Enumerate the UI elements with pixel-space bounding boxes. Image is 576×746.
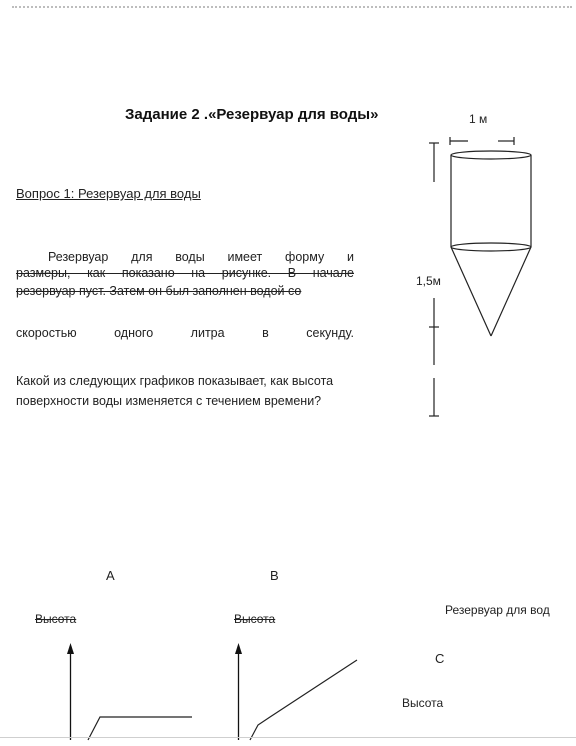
question-line-1: Какой из следующих графиков показывает, как высота <box>16 374 334 388</box>
graph-c-y-label: Высота <box>402 696 444 710</box>
question-line-2: поверхности воды изменяется с течением времени? <box>16 394 322 408</box>
task-title: Задание 2 .«Резервуар для воды» <box>125 106 379 123</box>
graph-a <box>67 643 192 740</box>
page-bottom-edge <box>0 737 576 738</box>
word: секунду. <box>306 326 354 340</box>
paragraph-line-3: резервуар пуст. Затем он был заполнен водой со <box>16 284 302 298</box>
word: Резервуар <box>48 250 109 264</box>
word: и <box>346 250 354 264</box>
paragraph-line-2: размеры, как показано на рисунке. В начале <box>16 266 354 280</box>
graph-b <box>235 643 357 740</box>
word: воды <box>175 250 205 264</box>
graph-b-letter: B <box>270 568 279 583</box>
graph-b-y-label: Высота <box>234 612 276 626</box>
question-title: Вопрос 1: Резервуар для воды <box>16 186 201 201</box>
graph-b-curve <box>250 660 357 740</box>
width-label: 1 м <box>469 112 488 126</box>
graph-a-letter: A <box>106 568 115 583</box>
word: одного <box>114 326 154 340</box>
word: в <box>262 326 269 340</box>
word: имеет <box>227 250 263 264</box>
word: литра <box>190 326 225 340</box>
graph-a-y-label: Высота <box>35 612 77 626</box>
word: форму <box>285 250 325 264</box>
graph-c-caption: Резервуар для вод <box>445 603 550 617</box>
word: скоростью <box>16 326 77 340</box>
height-label: 1,5м <box>416 274 441 288</box>
word: для <box>131 250 153 264</box>
graph-c-letter: C <box>435 651 445 666</box>
